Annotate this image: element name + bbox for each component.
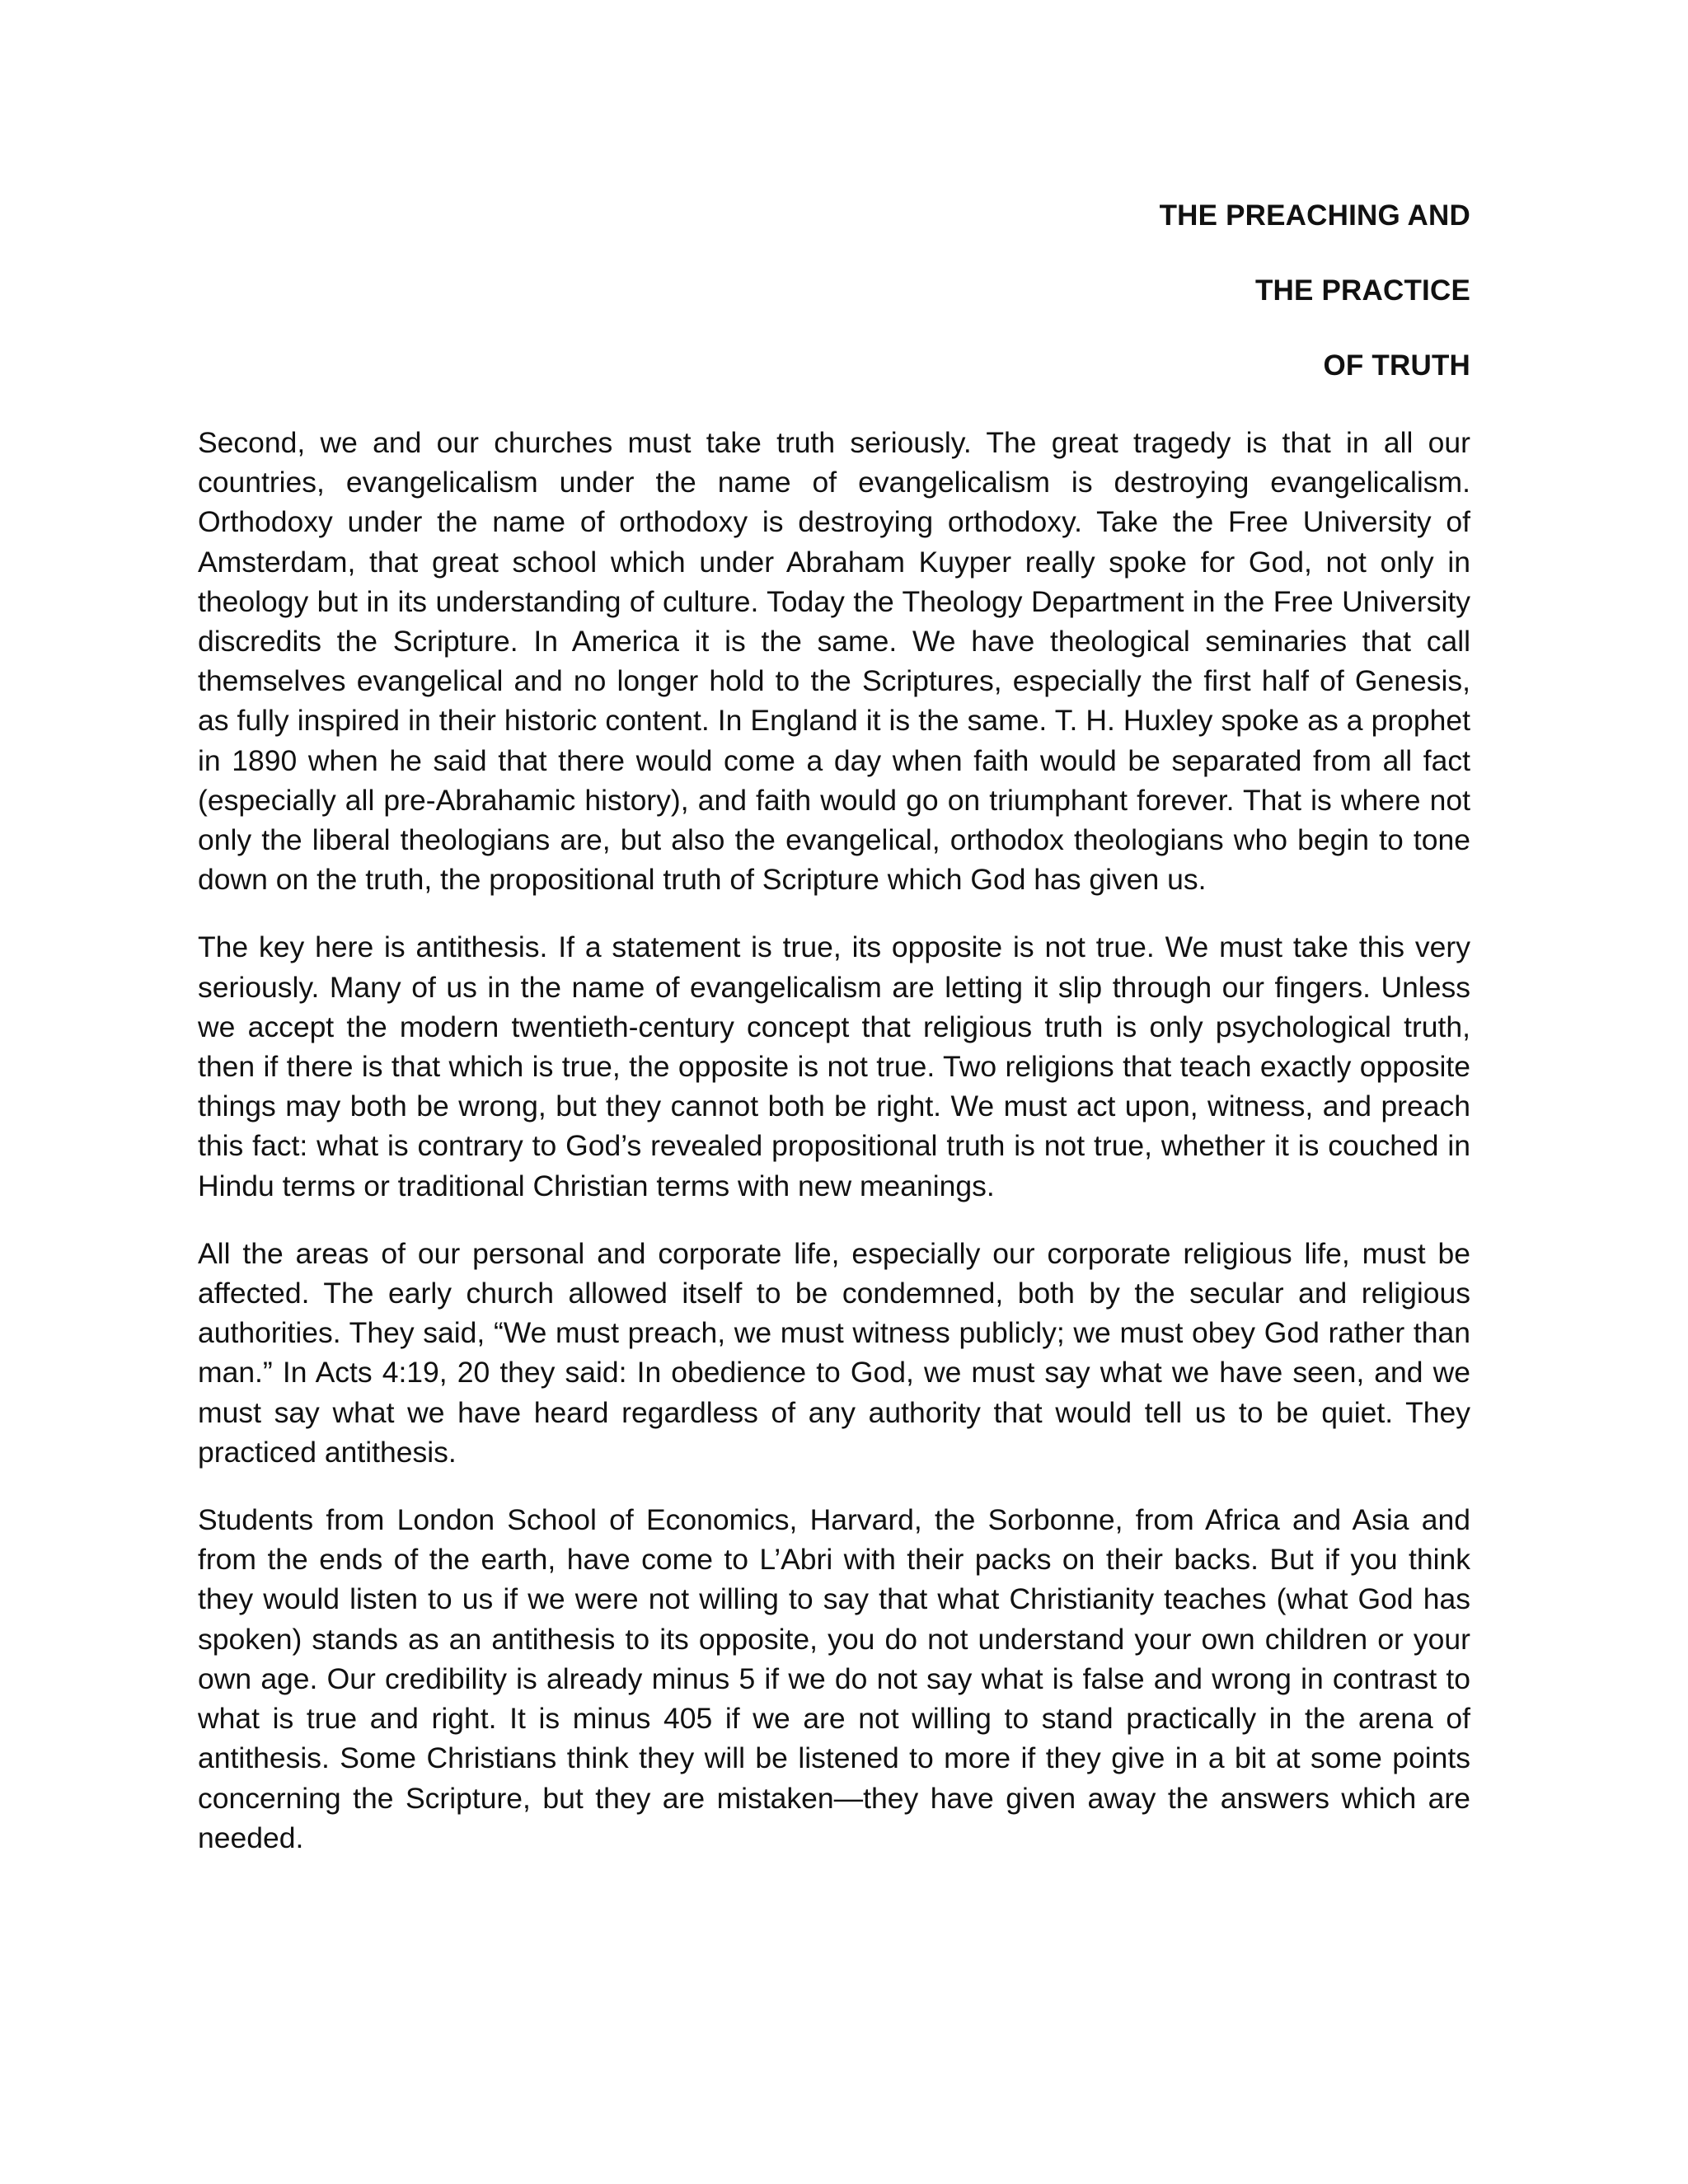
paragraph-3: All the areas of our personal and corporate life, especially our corporate religious life, must be affected. The early church allowed itself to be condemned, both by the secular and religious authorities. They said, “We must preach, we must witness publicly; we must obey God rather than man.” In Acts 4:19, 20 they said: In obedience to God, we must say what we have seen, and we must say what we have heard regardless of any authority that would tell us to be quiet. They practiced antithesis. — [198, 1236, 1470, 1469]
paragraph-1: Second, we and our churches must take truth seriously. The great tragedy is that in all our countries, evangelicalism under the name of evangelicalism is destroying evangelicalism. Orthodoxy under the name of orthodoxy is destroying orthodoxy. Take the Free University of Amsterdam, that great school which under Abraham Kuyper really spoke for God, not only in theology but in its understanding of culture. Today the Theology Department in the Free University discredits the Scripture. In America it is the same. We have theological seminaries that call themselves evangelical and no longer hold to the Scriptures, especially the first half of Genesis, as fully inspired in their historic content. In England it is the same. T. H. Huxley spoke as a prophet in 1890 when he said that there would come a day when faith would be separated from all fact (especially all pre-Abrahamic history), and faith would go on triumphant forever. That is where not only the liberal theologians are, but also the evangelical, orthodox theologians who begin to tone down on the truth, the propositional truth of Scripture which God has given us. — [198, 426, 1470, 897]
title-line-1: THE PREACHING AND — [1159, 199, 1470, 232]
paragraph-2: The key here is antithesis. If a statement is true, its opposite is not true. We must take this very seriously. Many of us in the name of evangelicalism are letting it slip through our fingers. Unless we accept the modern twentieth-century concept that religious truth is only psychological truth, then if there is that which is true, the opposite is not true. Two religions that teach exactly opposite things may both be wrong, but they cannot both be right. We must act upon, witness, and preach this fact: what is contrary to God’s revealed propositional truth is not true, whether it is couched in Hindu terms or traditional Christian terms with new meanings. — [198, 930, 1470, 1202]
document-title — [198, 199, 1470, 424]
title-line-2: THE PRACTICE — [1254, 274, 1470, 307]
document-body — [198, 423, 1470, 1886]
document-page — [198, 0, 1470, 2184]
paragraph-4: Students from London School of Economics, Harvard, the Sorbonne, from Africa and Asia and from the ends of the earth, have come to L’Abri with their packs on their backs. But if you think they would listen to us if we were not willing to say that what Christianity teaches (what God has spoken) stands as an antithesis to its opposite, you do not understand your own children or your own age. Our credibility is already minus 5 if we do not say what is false and wrong in contrast to what is true and right. It is minus 405 if we are not willing to stand practically in the arena of antithesis. Some Christians think they will be listened to more if they give in a bit at some points concerning the Scripture, but they are mistaken—they have given away the answers which are needed. — [198, 1503, 1470, 1854]
title-line-3: OF TRUTH — [1323, 349, 1470, 382]
